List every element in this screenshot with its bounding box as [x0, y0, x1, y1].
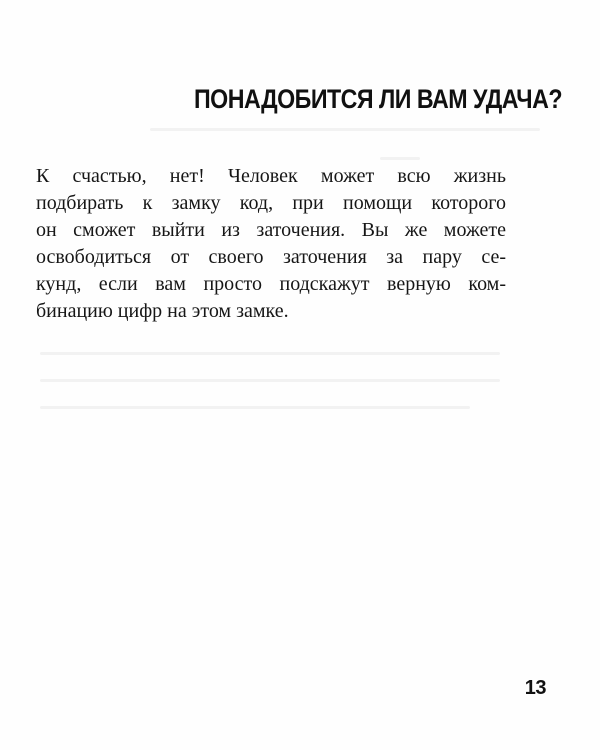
body-line: он сможет выйти из заточения. Вы же можете — [36, 219, 506, 241]
body-line: подбирать к замку код, при помощи которого — [36, 192, 506, 214]
body-line: К счастью, нет! Человек может всю жизнь — [36, 165, 506, 187]
body-paragraph — [36, 163, 506, 325]
body-line: бинацию цифр на этом замке. — [36, 300, 289, 322]
page-number: 13 — [524, 677, 546, 699]
body-line: кунд, если вам просто подскажут верную ком- — [36, 273, 506, 295]
body-line: освободиться от своего заточения за пару се- — [36, 246, 506, 268]
page-heading: ПОНАДОБИТСЯ ЛИ ВАМ УДАЧА? — [193, 84, 562, 114]
